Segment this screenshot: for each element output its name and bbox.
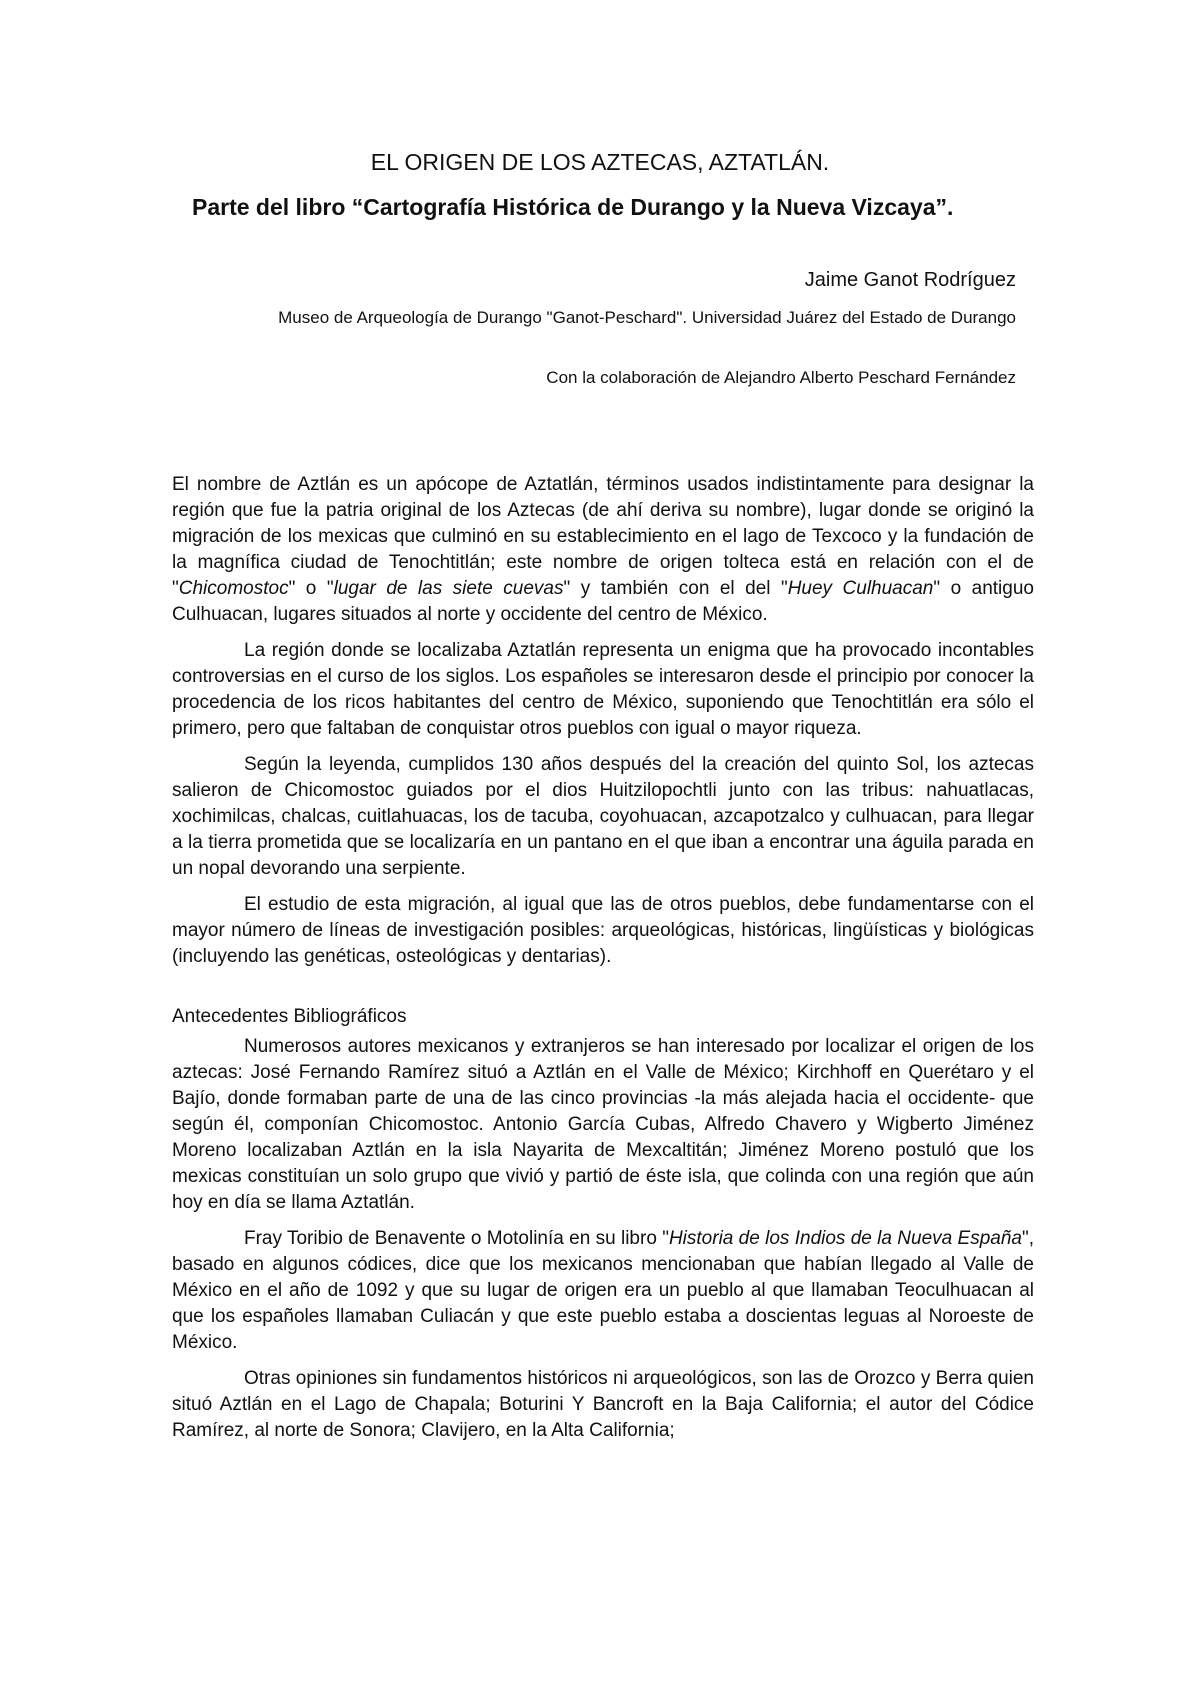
collaboration-credit: Con la colaboración de Alejandro Alberto Peschard Fernández xyxy=(546,368,1016,387)
paragraph-7: Otras opiniones sin fundamentos históricos ni arqueológicos, son las de Orozco y Berra quien situó Aztlán en el Lago de Chapala; Boturini Y Bancroft en la Baja California; el autor del Códice Ramírez, al norte de Sonora; Clavijero, en la Alta California; xyxy=(172,1368,1034,1441)
paragraph-1-italic-huey-culhuacan: Huey Culhuacan xyxy=(787,578,934,599)
document-subtitle: Parte del libro “Cartografía Histórica de Durango y la Nueva Vizcaya”. xyxy=(192,194,954,220)
document-title: EL ORIGEN DE LOS AZTECAS, AZTATLÁN. xyxy=(370,149,830,175)
paragraph-2: La región donde se localizaba Aztatlán representa un enigma que ha provocado incontables controversias en el curso de los siglos. Los españoles se interesaron desde el principio por conocer la procedencia de los ricos habitantes del centro de México, suponiendo que Tenochtitlán era sólo el primero, pero que faltaban de conquistar otros pueblos con igual o mayor riqueza. xyxy=(172,640,1034,739)
paragraph-1-italic-siete-cuevas: lugar de las siete cuevas xyxy=(333,578,564,599)
paragraph-1-text-g: " o antiguo Culhuacan, lugares situados al norte y occidente del centro de México. xyxy=(172,578,1034,625)
paragraph-6-text-c: ", basado en algunos códices, dice que los mexicanos mencionaban que habían llegado al Valle de México en el año de 1092 y que su lugar de origen era un pueblo al que llamaban Teoculhuacan al que los españoles llamaban Culiacán y que este pueblo estaba a doscientas leguas al Noroeste de México. xyxy=(172,1228,1034,1353)
paragraph-1-text-a: El nombre de Aztlán es un apócope de Aztatlán, términos usados indistintamente para designar la región que fue la patria original de los Aztecas (de ahí deriva su nombre), lugar donde se originó la migración de los mexicas que culminó en su establecimiento en el lago de Texcoco y la fundación de la magnífica ciudad de Tenochtitlán; este nombre de origen tolteca está en relación con el de " xyxy=(172,474,1034,599)
paragraph-5: Numerosos autores mexicanos y extranjeros se han interesado por localizar el origen de los aztecas: José Fernando Ramírez situó a Aztlán en el Valle de México; Kirchhoff en Querétaro y el Bajío, donde formaban parte de una de las cinco provincias -la más alejada hacia el occidente- que según él, componían Chicomostoc. Antonio García Cubas, Alfredo Chavero y Wigberto Jiménez Moreno localizaban Aztlán en la isla Nayarita de Mexcaltitán; Jiménez Moreno postuló que los mexicas constituían un solo grupo que vivió y partió de éste isla, que colinda con una región que aún hoy en día se llama Aztatlán. xyxy=(172,1036,1034,1213)
paragraph-6-text-a: Fray Toribio de Benavente o Motolinía en su libro " xyxy=(244,1228,669,1249)
paragraph-1-text-e: " y también con el del " xyxy=(563,578,788,599)
paragraph-6-italic-book-title: Historia de los Indios de la Nueva España xyxy=(668,1228,1022,1249)
author-affiliation: Museo de Arqueología de Durango "Ganot-Peschard". Universidad Juárez del Estado de Durango xyxy=(278,308,1016,327)
author-name: Jaime Ganot Rodríguez xyxy=(804,269,1016,291)
paragraph-3: Según la leyenda, cumplidos 130 años después del la creación del quinto Sol, los aztecas salieron de Chicomostoc guiados por el dios Huitzilopochtli junto con las tribus: nahuatlacas, xochimilcas, chalcas, cuitlahuacas, los de tacuba, coyohuacan, azcapotzalco y culhuacan, para llegar a la tierra prometida que se localizaría en un pantano en el que iban a encontrar una águila parada en un nopal devorando una serpiente. xyxy=(172,754,1034,879)
paragraph-1-text-c: " o " xyxy=(288,578,334,599)
section-heading-antecedentes: Antecedentes Bibliográficos xyxy=(172,1006,407,1027)
document-body xyxy=(172,472,1034,1454)
paragraph-4: El estudio de esta migración, al igual que las de otros pueblos, debe fundamentarse con el mayor número de líneas de investigación posibles: arqueológicas, históricas, lingüísticas y biológicas (incluyendo las genéticas, osteológicas y dentarias). xyxy=(172,894,1034,967)
paragraph-1-italic-chicomostoc: Chicomostoc xyxy=(178,578,289,599)
paragraph-1 xyxy=(172,472,1034,628)
paragraph-6 xyxy=(172,1226,1034,1356)
